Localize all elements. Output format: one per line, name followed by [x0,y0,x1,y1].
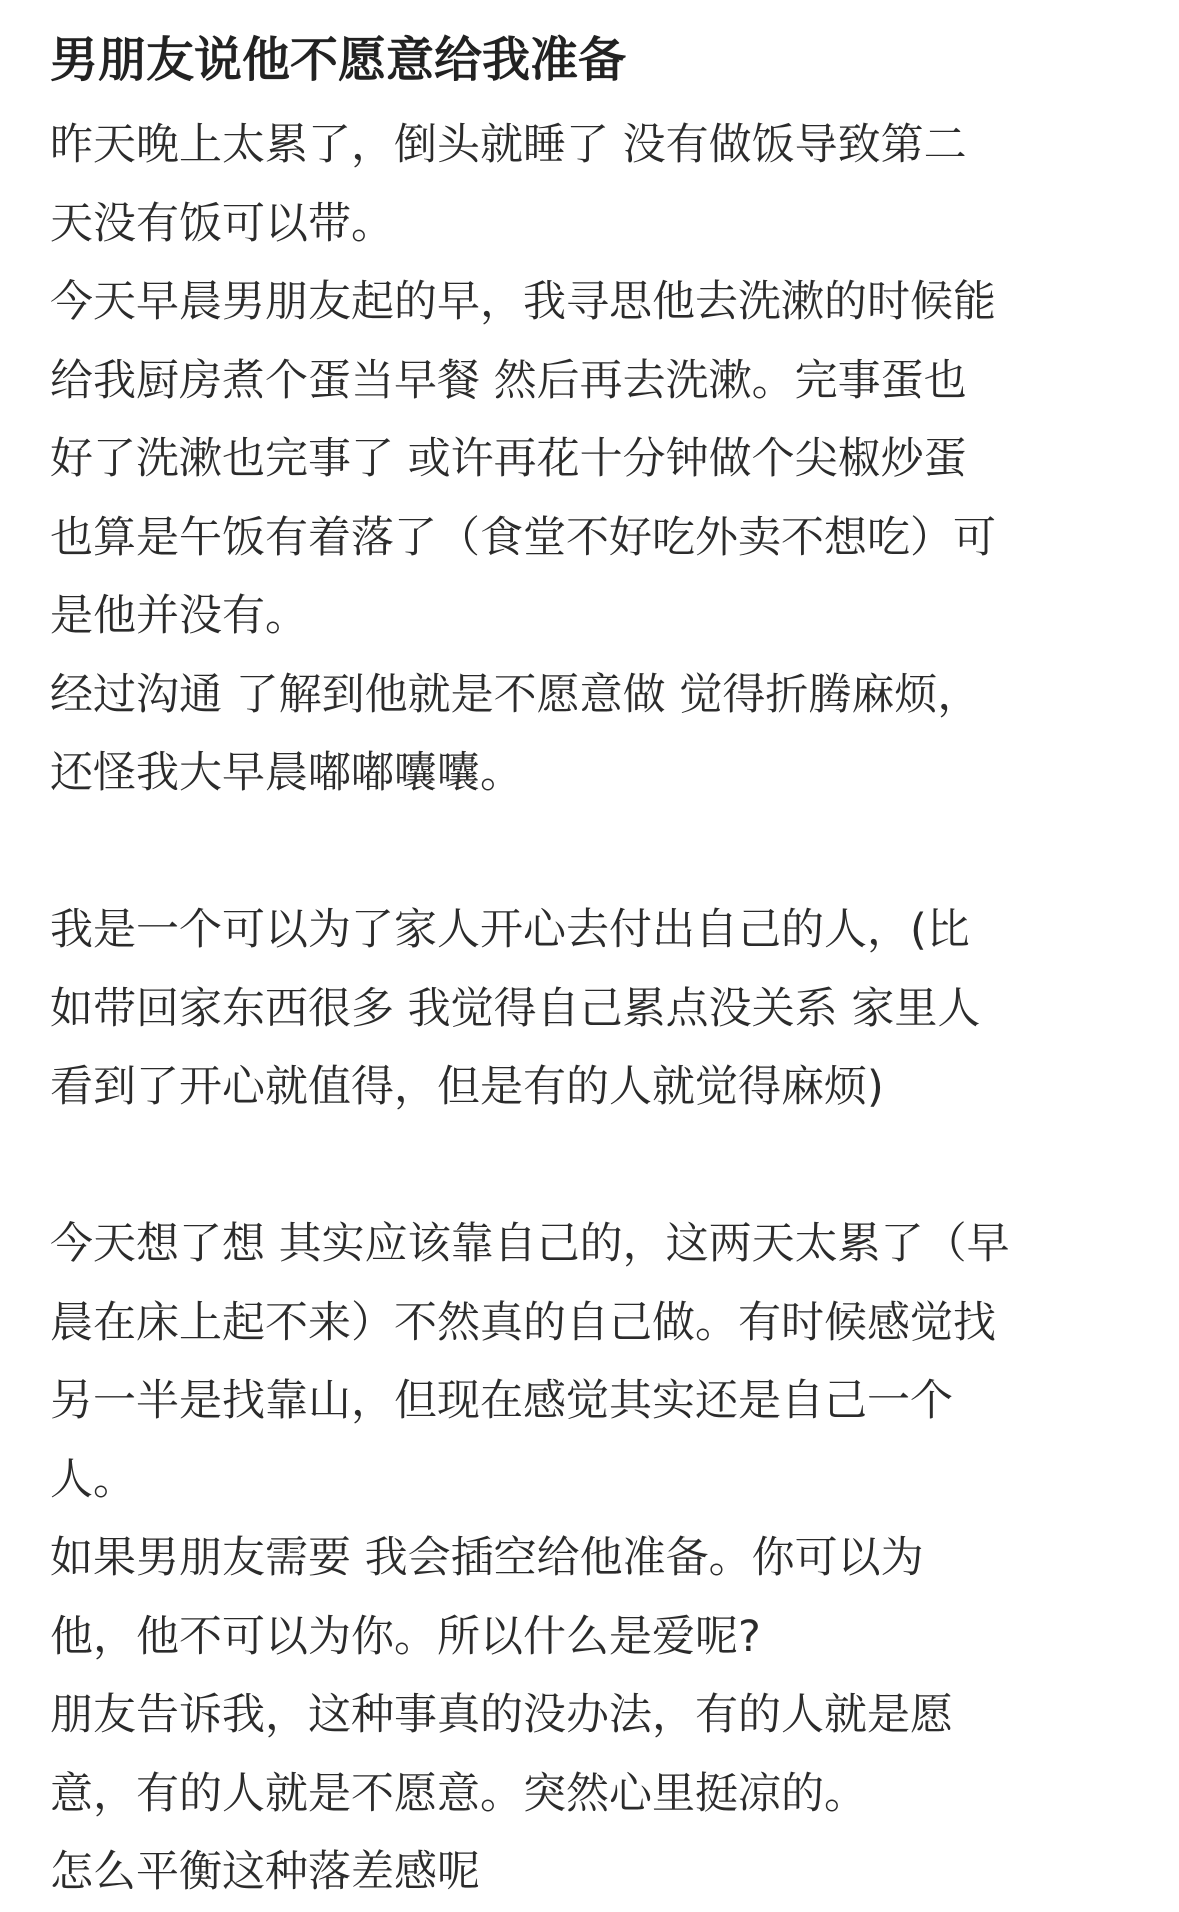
body-line: 经过沟通 了解到他就是不愿意做 觉得折腾麻烦， [50,669,981,720]
body-line: 昨天晚上太累了，倒头就睡了 没有做饭导致第二 [50,120,967,170]
body-line: 人。 [50,1454,136,1505]
body-line: 如果男朋友需要 我会插空给他准备。你可以为 [50,1533,924,1583]
post-title: 男朋友说他不愿意给我准备 [50,32,627,88]
body-line: 是他并没有。 [50,591,308,641]
body-line: 天没有饭可以带。 [50,198,394,249]
body-line: 另一半是找靠山，但现在感觉其实还是自己一个 [50,1376,953,1426]
body-line: 如带回家东西很多 我觉得自己累点没关系 家里人 [50,983,981,1034]
body-line: 怎么平衡这种落差感呢 [50,1847,480,1897]
body-line: 今天想了想 其实应该靠自己的，这两天太累了（早 [50,1219,1010,1269]
body-line: 他，他不可以为你。所以什么是爱呢? [50,1611,761,1662]
paragraph-spacer [50,1127,1130,1206]
body-line: 看到了开心就值得，但是有的人就觉得麻烦) [50,1062,884,1112]
body-line: 给我厨房煮个蛋当早餐 然后再去洗漱。完事蛋也 [50,355,967,406]
post-body [50,106,1130,1912]
paragraph-spacer [50,813,1130,892]
body-line: 也算是午饭有着落了（食堂不好吃外卖不想吃）可 [50,512,996,563]
body-line: 晨在床上起不来）不然真的自己做。有时候感觉找 [50,1297,996,1348]
body-line: 意，有的人就是不愿意。突然心里挺凉的。 [50,1768,867,1819]
body-line: 朋友告诉我，这种事真的没办法，有的人就是愿 [50,1690,953,1740]
body-line: 今天早晨男朋友起的早，我寻思他去洗漱的时候能 [50,277,996,327]
body-line: 我是一个可以为了家人开心去付出自己的人，(比 [50,905,970,955]
body-line: 好了洗漱也完事了 或许再花十分钟做个尖椒炒蛋 [50,434,967,484]
post-content [50,20,1130,1912]
body-line: 还怪我大早晨嘟嘟囔囔。 [50,748,523,798]
